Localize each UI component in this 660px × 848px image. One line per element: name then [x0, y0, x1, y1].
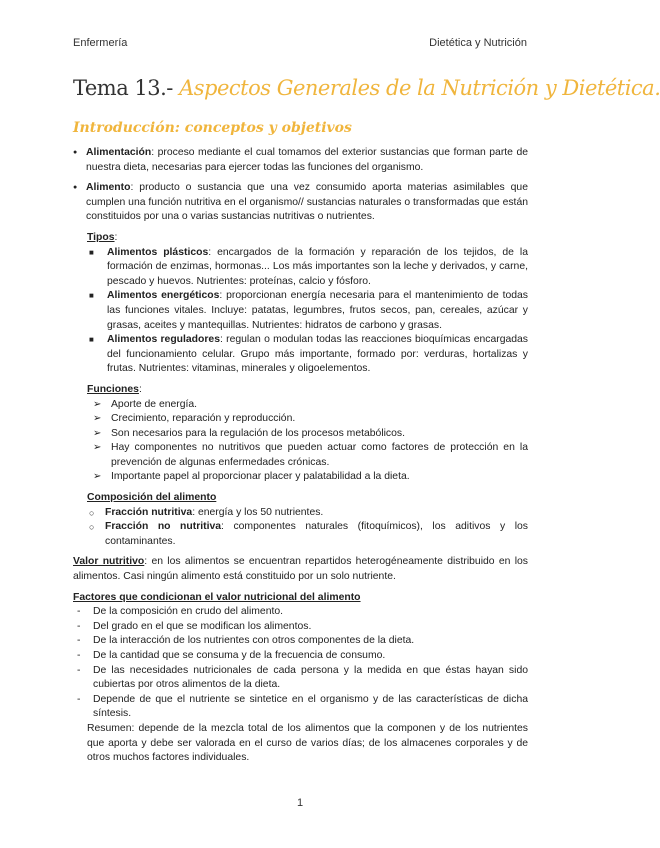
definition-text: : proceso mediante el cual tomamos del exterior sustancias que forman parte de nuestra dieta, necesarias para ejercer todas las funciones del organismo. — [86, 147, 528, 173]
definition-term: Alimentación — [86, 147, 152, 158]
title-text: Aspectos Generales de la Nutrición y Dietética. — [172, 76, 660, 100]
factores-heading — [73, 591, 528, 606]
definitions-list — [73, 146, 528, 225]
factor-item: - Depende de que el nutriente se sintetice en el organismo y de las características de dicha síntesis. — [73, 693, 528, 722]
composicion-term: Fracción nutritiva — [105, 506, 193, 518]
funcion-item: ➢ Son necesarios para la regulación de los procesos metabólicos. — [93, 427, 528, 442]
composicion-item — [87, 506, 528, 521]
factores-heading-text: Factores que condicionan el valor nutricional del alimento — [73, 591, 361, 603]
funcion-item: ➢ Crecimiento, reparación y reproducción. — [93, 412, 528, 427]
funciones-list — [93, 398, 528, 486]
composicion-item — [87, 520, 528, 549]
composicion-heading — [87, 491, 528, 506]
section-subtitle: Introducción: conceptos y objetivos — [73, 120, 352, 136]
tipo-text: : regulan o modulan todas las reacciones bioquímicas encargadas del funcionamiento celular. Grupo más importante, formado por: verduras, hortalizas y frutas. Nutrientes: vitaminas, minerales y oligoelementos. — [107, 334, 529, 375]
tipo-item — [87, 246, 528, 290]
composicion-text: : componentes naturales (fitoquímicos), los aditivos y los contaminantes. — [105, 521, 528, 547]
resumen-paragraph: Resumen: depende de la mezcla total de los alimentos que la componen y de los nutrientes que aporta y debe ser valorada en el curso de varios días; de los almacenes corporales y de otros muchos factores individuales. — [87, 722, 528, 764]
tipo-item — [87, 333, 528, 377]
funciones-heading: Funciones: — [87, 383, 142, 395]
tipos-heading-text: Tipos — [87, 231, 115, 243]
factor-item: - De la composición en crudo del alimento. — [73, 605, 528, 620]
funcion-item: ➢ Hay componentes no nutritivos que pueden actuar como factores de protección en la prevención de algunas enfermedades crónicas. — [93, 441, 528, 470]
tipo-term: Alimentos reguladores — [107, 334, 220, 346]
tipos-section — [87, 231, 528, 549]
header-subject: Dietética y Nutrición — [429, 37, 527, 49]
factor-item: - De la cantidad que se consuma y de la frecuencia de consumo. — [73, 649, 528, 664]
factor-item: - Del grado en el que se modifican los alimentos. — [73, 620, 528, 635]
page-number: 1 — [296, 797, 304, 809]
definition-item — [73, 146, 528, 175]
composicion-list — [87, 506, 528, 550]
tipo-text: : encargados de la formación y reparación de los tejidos, de la formación de enzimas, hormonas... Los más importantes son la leche y derivados, y carne, pescado y huevos. Nutrientes: proteínas, calcio y fósforo. — [107, 246, 528, 287]
definition-text: : producto o sustancia que una vez consumido aporta materias asimilables que cumplen una función nutritiva en el organismo// sustancias naturales o transformadas que están constituidos por una o varias sustancias nutritivas o nutrientes. — [86, 182, 528, 223]
tipo-item — [87, 289, 528, 333]
factor-item: - De la interacción de los nutrientes con otros componentes de la dieta. — [73, 634, 528, 649]
page-title — [73, 76, 660, 100]
composicion-heading-text: Composición del alimento — [87, 492, 217, 504]
factores-list — [73, 605, 528, 722]
funcion-item: ➢ Aporte de energía. — [93, 398, 528, 413]
valor-nutritivo-paragraph — [73, 555, 528, 584]
funciones-heading-text: Funciones — [87, 383, 139, 395]
definition-item — [73, 181, 528, 225]
funcion-item: ➢ Importante papel al proporcionar placer y palatabilidad a la dieta. — [93, 470, 528, 485]
valor-term: Valor nutritivo — [73, 556, 145, 568]
tipo-term: Alimentos energéticos — [107, 290, 220, 302]
definition-term: Alimento — [86, 182, 131, 194]
tipo-term: Alimentos plásticos — [107, 246, 209, 258]
title-number: Tema 13.- — [73, 76, 173, 100]
composicion-text: : energía y los 50 nutrientes. — [192, 506, 324, 518]
factor-item: - De las necesidades nutricionales de cada persona y la medida en que éstas hayan sido cubiertas por otros alimentos de la dieta. — [73, 664, 528, 693]
tipos-list — [87, 246, 528, 377]
composicion-term: Fracción no nutritiva — [105, 521, 222, 533]
tipo-text: : proporcionan energía necesaria para el mantenimiento de todas las funciones vitales. Incluye: patatas, legumbres, frutos secos, pan, cereales, azúcar y grasas, aceites y mantequillas. Nutrientes: hidratos de carbono y grasas. — [107, 290, 528, 331]
tipos-heading: Tipos: — [87, 231, 118, 243]
valor-text: : en los alimentos se encuentran repartidos heterogéneamente distribuido en los alimentos. Casi ningún alimento está constituido por un solo nutriente. — [73, 556, 528, 583]
header-course: Enfermería — [73, 37, 128, 49]
document-body — [73, 146, 528, 766]
